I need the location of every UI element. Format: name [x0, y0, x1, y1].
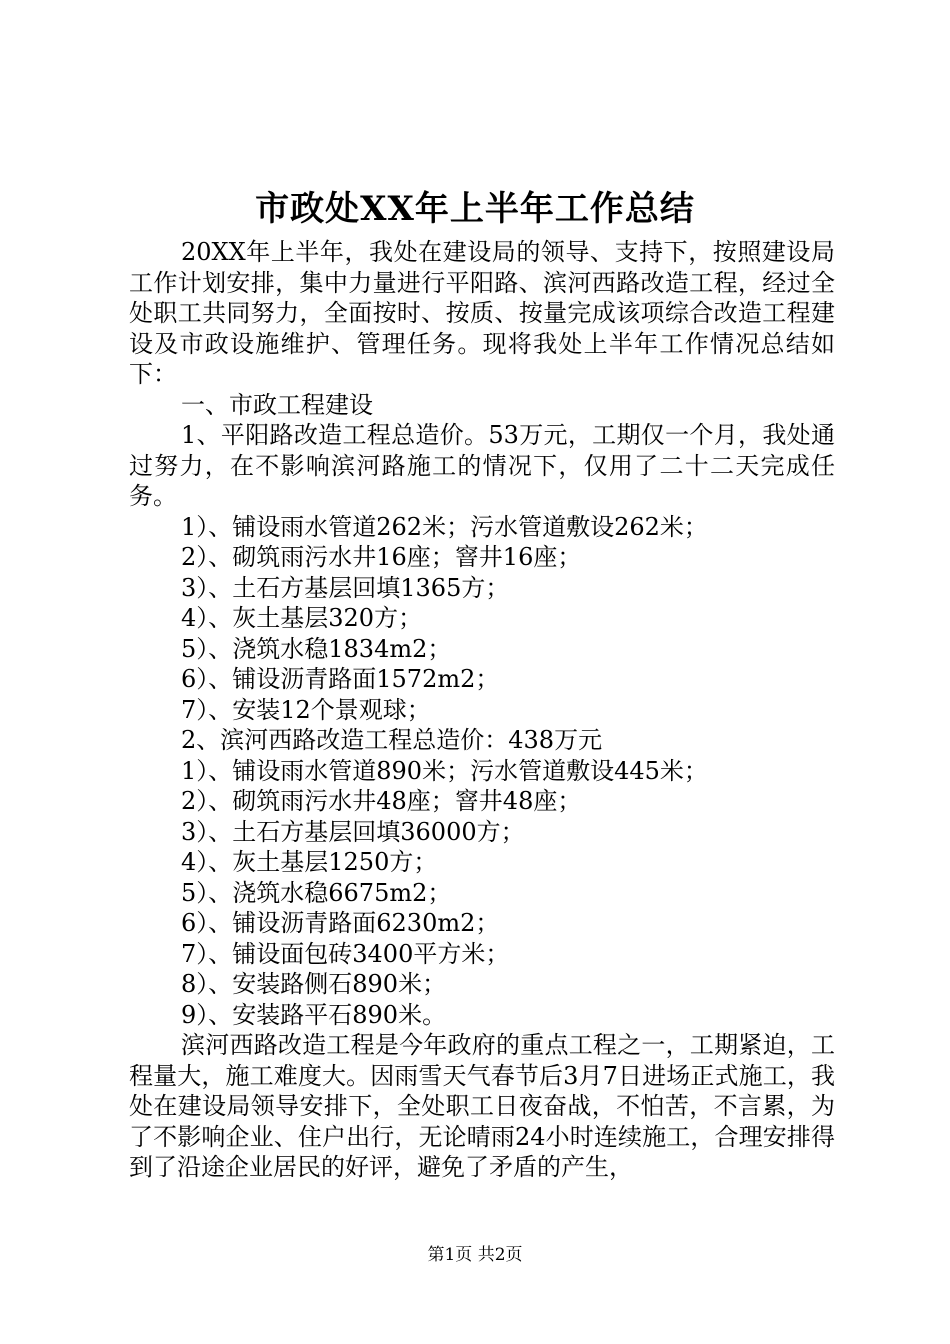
project-item: 5）、浇筑水稳6675m2； — [181, 878, 452, 907]
project-heading: 2、滨河西路改造工程总造价：438万元 — [181, 726, 603, 754]
project-item: 7）、铺设面包砖3400平方米； — [181, 939, 510, 968]
intro-paragraph: 20XX年上半年，我处在建设局的领导、支持下，按照建设局工作计划安排，集中力量进行平阳路、滨河西路改造工程，经过全处职工共同努力，全面按时、按质、按量完成该项综合改造工程建设及市政设施维护、管理任务。现将我处上半年工作情况总结如下： — [129, 238, 835, 388]
project-heading: 1、平阳路改造工程总造价。53万元，工期仅一个月，我处通过努力，在不影响滨河路施工的情况下，仅用了二十二天完成任务。 — [129, 421, 835, 510]
project-item-list — [129, 512, 835, 726]
document-title: 市政处XX年上半年工作总结 — [255, 189, 695, 229]
page-number-footer: 第1页 共2页 — [427, 1245, 523, 1265]
project-item: 6）、铺设沥青路面1572m2； — [181, 665, 500, 693]
project-item: 1）、铺设雨水管道890米；污水管道敷设445米； — [181, 756, 708, 785]
project-item: 3）、土石方基层回填1365方； — [181, 573, 510, 602]
project-item: 2）、砌筑雨污水井16座；窨井16座； — [181, 543, 582, 571]
project-item: 4）、灰土基层320方； — [181, 604, 423, 632]
project-item: 6）、铺设沥青路面6230m2； — [181, 909, 500, 937]
closing-paragraph: 滨河西路改造工程是今年政府的重点工程之一，工期紧迫，工程量大，施工难度大。因雨雪天气春节后3月7日进场正式施工，我处在建设局领导安排下，全处职工日夜奋战，不怕苦，不言累，为了不影响企业、住户出行，无论晴雨24小时连续施工，合理安排得到了沿途企业居民的好评，避免了矛盾的产生， — [129, 1031, 835, 1181]
project-item: 5）、浇筑水稳1834m2； — [181, 634, 452, 663]
project-item: 4）、灰土基层1250方； — [181, 848, 438, 876]
project-item: 8）、安装路侧石890米； — [181, 970, 447, 998]
project-item: 3）、土石方基层回填36000方； — [181, 817, 525, 846]
project-item: 7）、安装12个景观球； — [181, 695, 431, 724]
project-item: 1）、铺设雨水管道262米；污水管道敷设262米； — [181, 512, 708, 541]
project-item: 2）、砌筑雨污水井48座；窨井48座； — [181, 787, 582, 815]
document-body — [129, 237, 835, 1183]
project-item: 9）、安装路平石890米。 — [181, 1000, 447, 1029]
section-heading: 一、市政工程建设 — [181, 390, 373, 419]
project-item-list — [129, 756, 835, 1031]
